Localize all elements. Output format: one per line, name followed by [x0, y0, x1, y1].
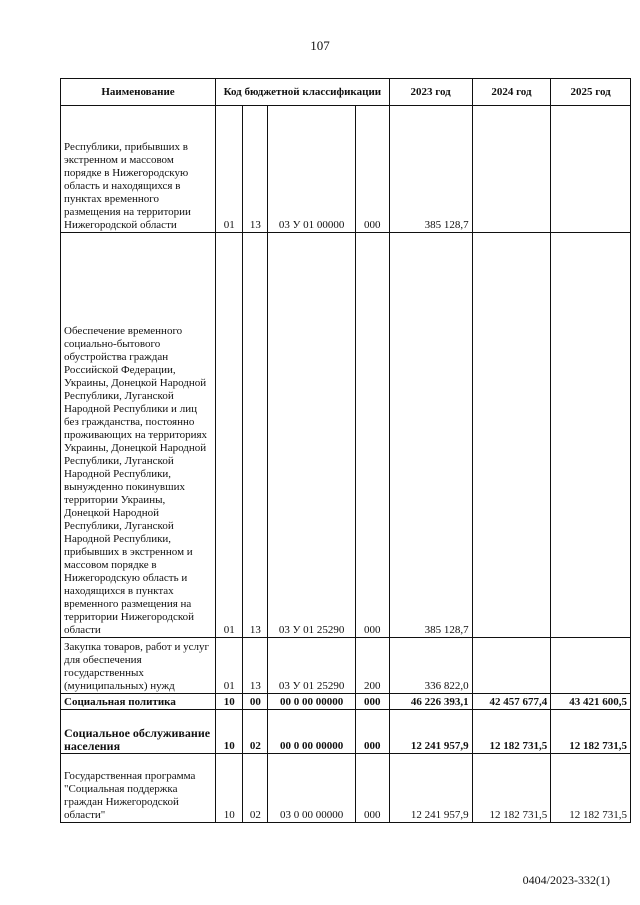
- row-expense-type: 000: [355, 754, 389, 823]
- table-row: [61, 710, 631, 754]
- row-subsection: 13: [243, 638, 268, 694]
- row-section: 10: [216, 694, 243, 710]
- row-name: Социальная политика: [61, 694, 216, 710]
- row-2023: 385 128,7: [389, 233, 472, 638]
- row-name: Социальное обслуживание населения: [61, 710, 216, 754]
- row-target-article: 03 0 00 00000: [268, 754, 355, 823]
- row-2024: [472, 233, 551, 638]
- header-name: Наименование: [61, 79, 216, 106]
- row-2023: 12 241 957,9: [389, 754, 472, 823]
- row-section: 10: [216, 710, 243, 754]
- table-header-row: [61, 79, 631, 106]
- row-subsection: 02: [243, 754, 268, 823]
- row-target-article: 03 У 01 00000: [268, 106, 355, 233]
- row-expense-type: 000: [355, 710, 389, 754]
- row-name: Закупка товаров, работ и услуг для обеспечения государственных (муниципальных) нужд: [61, 638, 216, 694]
- row-2025: 12 182 731,5: [551, 710, 631, 754]
- row-2025: 12 182 731,5: [551, 754, 631, 823]
- row-2023: 12 241 957,9: [389, 710, 472, 754]
- table-row: [61, 233, 631, 638]
- row-2023: 385 128,7: [389, 106, 472, 233]
- table-row: [61, 638, 631, 694]
- row-section: 01: [216, 638, 243, 694]
- row-subsection: 13: [243, 106, 268, 233]
- table-row: [61, 106, 631, 233]
- row-expense-type: 000: [355, 106, 389, 233]
- row-2024: 42 457 677,4: [472, 694, 551, 710]
- budget-table: [60, 78, 631, 823]
- row-expense-type: 000: [355, 233, 389, 638]
- row-subsection: 00: [243, 694, 268, 710]
- row-name: Государственная программа "Социальная поддержка граждан Нижегородской области": [61, 754, 216, 823]
- row-2024: 12 182 731,5: [472, 754, 551, 823]
- header-code: Код бюджетной классификации: [216, 79, 390, 106]
- row-2025: [551, 638, 631, 694]
- row-2024: [472, 106, 551, 233]
- row-target-article: 03 У 01 25290: [268, 638, 355, 694]
- row-subsection: 13: [243, 233, 268, 638]
- document-code: 0404/2023-332(1): [522, 873, 610, 887]
- row-target-article: 03 У 01 25290: [268, 233, 355, 638]
- row-name: Обеспечение временного социально-бытового обустройства граждан Российской Федерации, Украины, Донецкой Народной Республики, Луганской Народной Республики и лиц без гражданства, постоянно проживающих на территориях Украины, Донецкой Народной Республики, Луганской Народной Республики, вынужденно покинувших территории Украины, Донецкой Народной Республики, Луганской Народной Республики, прибывших в экстренном и массовом порядке в Нижегородскую область и находящихся в пунктах временного размещения на территории Нижегородской области: [61, 233, 216, 638]
- row-target-article: 00 0 00 00000: [268, 694, 355, 710]
- row-section: 01: [216, 106, 243, 233]
- header-2025: 2025 год: [551, 79, 631, 106]
- row-section: 01: [216, 233, 243, 638]
- row-2024: 12 182 731,5: [472, 710, 551, 754]
- row-2023: 46 226 393,1: [389, 694, 472, 710]
- row-name: Республики, прибывших в экстренном и массовом порядке в Нижегородскую область и находящихся в пунктах временного размещения на территории Нижегородской области: [61, 106, 216, 233]
- table-row: [61, 694, 631, 710]
- row-target-article: 00 0 00 00000: [268, 710, 355, 754]
- table-row: [61, 754, 631, 823]
- row-2024: [472, 638, 551, 694]
- row-expense-type: 000: [355, 694, 389, 710]
- header-2023: 2023 год: [389, 79, 472, 106]
- row-expense-type: 200: [355, 638, 389, 694]
- row-2025: [551, 233, 631, 638]
- row-2023: 336 822,0: [389, 638, 472, 694]
- row-section: 10: [216, 754, 243, 823]
- page-number: 107: [310, 38, 330, 53]
- row-2025: [551, 106, 631, 233]
- row-subsection: 02: [243, 710, 268, 754]
- row-2025: 43 421 600,5: [551, 694, 631, 710]
- header-2024: 2024 год: [472, 79, 551, 106]
